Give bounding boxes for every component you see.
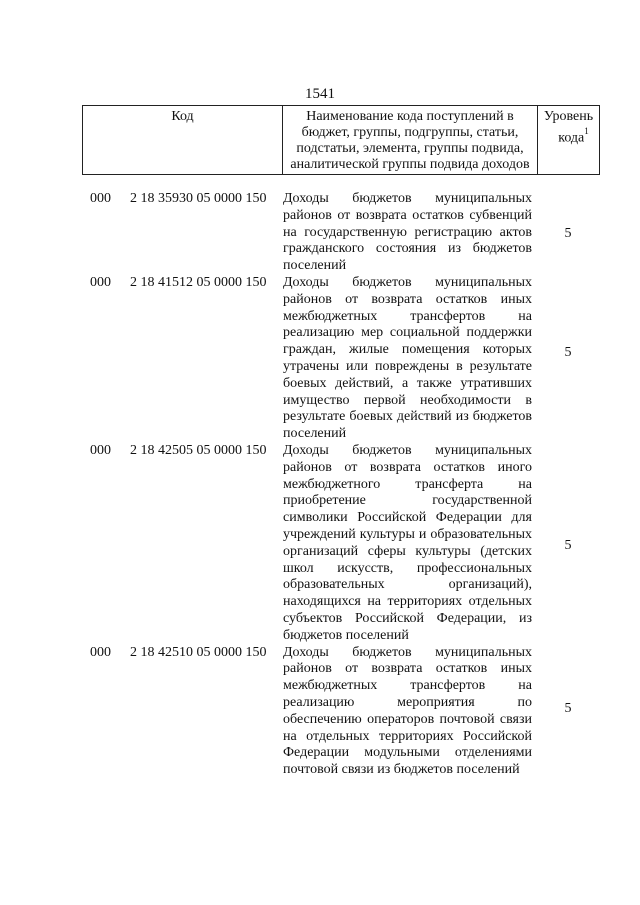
- revenue-code: 2 18 41512 05 0000 150: [130, 274, 267, 290]
- admin-code: 000: [90, 191, 111, 206]
- code-level: 5: [564, 344, 572, 360]
- header-level: [538, 106, 599, 174]
- code-level: 5: [564, 226, 572, 241]
- admin-code: 000: [90, 644, 111, 660]
- footnote-marker: 1: [584, 126, 589, 136]
- revenue-description: Доходы бюджетов муниципальных районов от возврата остатков иных межбюджетных трансфертов на реализацию мер социальной поддержки граждан, жилые помещения которых утрачены или повреждены в результате боевых действий, а также утративших имущество первой необходимости в результате боевых действий из бюджетов поселений: [283, 274, 532, 442]
- code-level: 5: [564, 537, 572, 553]
- code-level: 5: [564, 700, 572, 716]
- table-row: [0, 443, 640, 645]
- table-header: [82, 105, 600, 175]
- table-body: [0, 191, 640, 779]
- revenue-code: 2 18 42510 05 0000 150: [130, 644, 267, 660]
- table-row: [0, 645, 640, 779]
- header-level-line2: кода: [558, 130, 585, 146]
- header-name: Наименование кода поступлений в бюджет, группы, подгруппы, статьи, подстатьи, элемента, группы подвида, аналитической группы подвида доходов: [283, 106, 538, 174]
- page-number: 1541: [305, 86, 335, 102]
- revenue-code: 2 18 42505 05 0000 150: [130, 442, 267, 458]
- revenue-description: Доходы бюджетов муниципальных районов от возврата остатков иных межбюджетных трансфертов на реализацию мероприятия по обеспечению операторов почтовой связи на отдельных территориях Российской Федерации модульными отделениями почтовой связи из бюджетов поселений: [283, 644, 532, 778]
- header-code: Код: [83, 106, 283, 174]
- table-row: [0, 191, 640, 275]
- admin-code: 000: [90, 274, 111, 290]
- revenue-description: Доходы бюджетов муниципальных районов от возврата остатков иного межбюджетного трансферта на приобретение государственной символики Российской Федерации для учреждений культуры и образовательных организаций сферы культуры (детских школ искусств, профессиональных образовательных организаций), находящихся на территориях отдельных субъектов Российской Федерации, из бюджетов поселений: [283, 442, 532, 643]
- table-row: [0, 275, 640, 443]
- admin-code: 000: [90, 442, 111, 458]
- header-level-line2-wrap: [538, 125, 599, 147]
- header-level-line1: Уровень: [543, 109, 594, 124]
- revenue-code: 2 18 35930 05 0000 150: [130, 191, 267, 206]
- revenue-description: Доходы бюджетов муниципальных районов от возврата остатков субвенций на государственную регистрацию актов гражданского состояния из бюджетов поселений: [283, 191, 532, 274]
